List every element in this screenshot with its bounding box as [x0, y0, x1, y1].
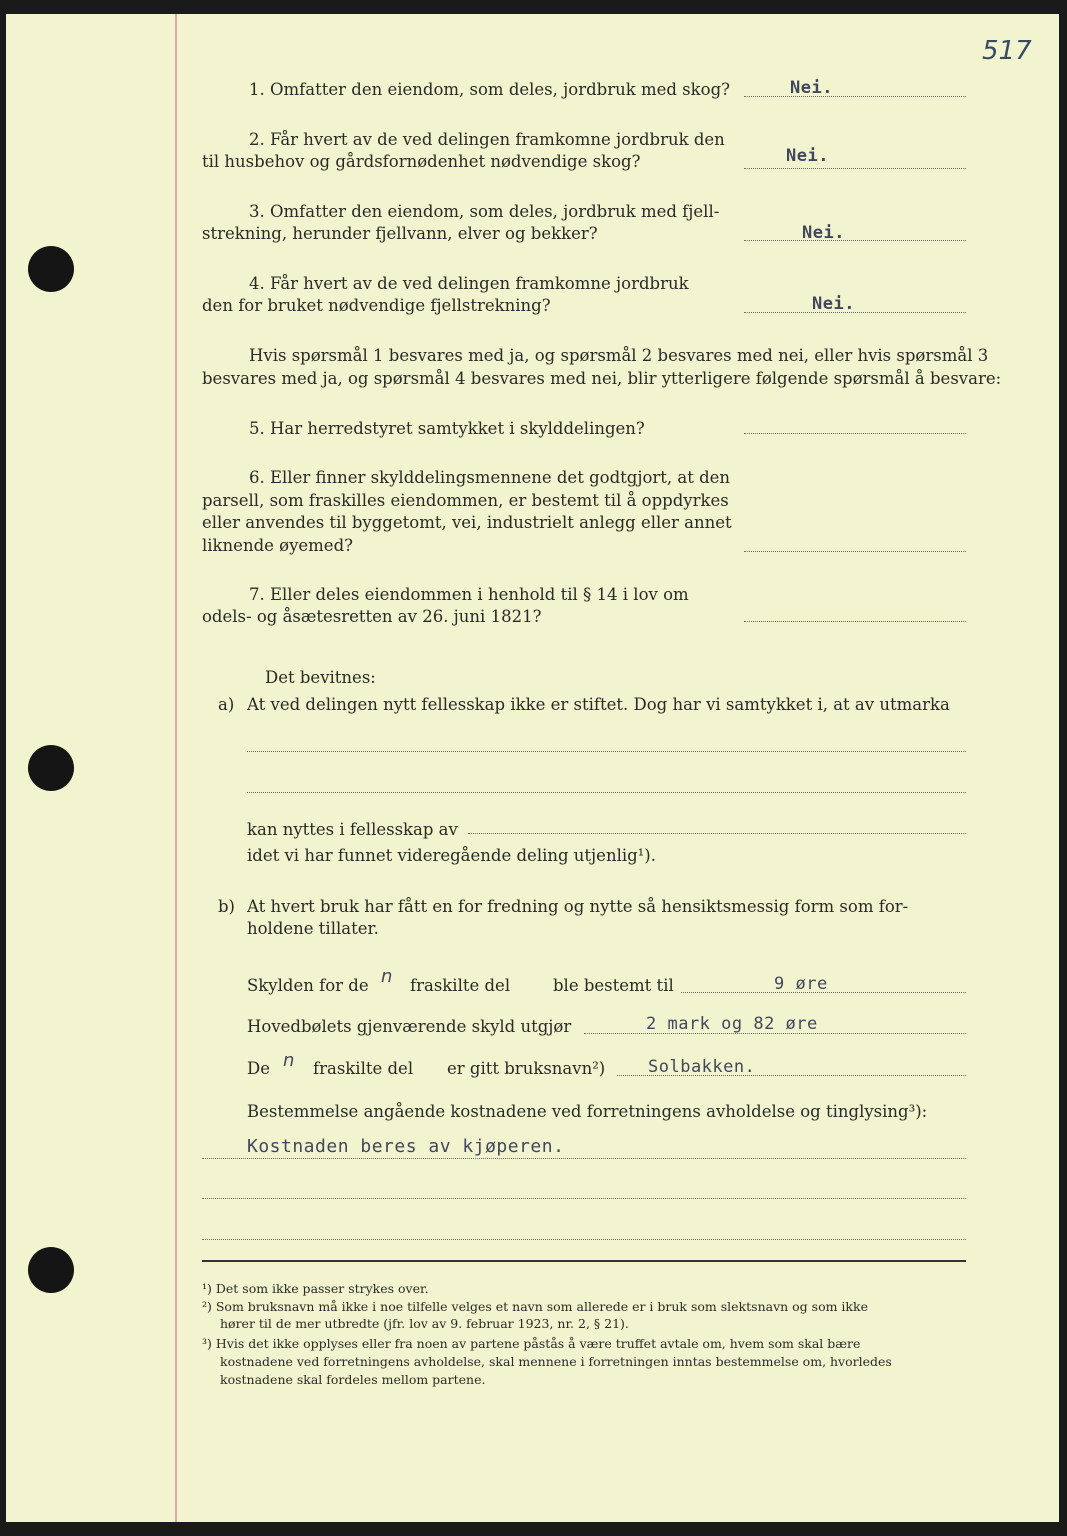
answer-3: Nei.	[802, 223, 845, 243]
testimony-heading: Det bevitnes:	[265, 668, 376, 687]
bruksnavn-value: Solbakken.	[648, 1057, 756, 1077]
fill-line	[247, 751, 966, 752]
answer-4: Nei.	[812, 294, 855, 314]
skyld-label: Skylden for de	[247, 976, 369, 995]
item-b-line-1: At hvert bruk har fått en for fredning og nytte så hensiktsmessig form som for-	[247, 897, 909, 916]
answer-line	[744, 312, 966, 313]
punch-hole	[28, 246, 74, 292]
question-7-line-2: odels- og åsætesretten av 26. juni 1821?	[202, 607, 542, 626]
footnote-2-line-2: hører til de mer utbredte (jfr. lov av 9. februar 1923, nr. 2, § 21).	[220, 1316, 629, 1331]
question-3-line-1: 3. Omfatter den eiendom, som deles, jordbruk med fjell-	[249, 202, 720, 221]
handwritten-n: n	[381, 966, 393, 987]
bruksnavn-label: De	[247, 1059, 270, 1078]
question-2-line-2: til husbehov og gårdsfornødenhet nødvendige skog?	[202, 152, 641, 171]
question-5: 5. Har herredstyret samtykket i skylddelingen?	[249, 419, 645, 438]
skyld-value: 9 øre	[774, 974, 828, 994]
bruksnavn-label-3: er gitt bruksnavn²)	[447, 1059, 606, 1078]
answer-line	[744, 168, 966, 169]
skyld-label-2: fraskilte del	[410, 976, 511, 995]
footnote-3-line-2: kostnadene ved forretningens avholdelse, skal mennene i forretningen inntas bestemmelse om, hvorledes	[220, 1354, 892, 1369]
fill-line	[202, 1158, 966, 1159]
answer-line	[744, 96, 966, 97]
question-3-line-2: strekning, herunder fjellvann, elver og bekker?	[202, 224, 598, 243]
item-a-line-4: idet vi har funnet videregående deling utjenlig¹).	[247, 846, 656, 865]
document-page	[6, 14, 1059, 1522]
answer-line	[744, 240, 966, 241]
footnote-1: ¹) Det som ikke passer strykes over.	[202, 1281, 429, 1296]
item-a-text: At ved delingen nytt fellesskap ikke er stiftet. Dog har vi samtykket i, at av utmarka	[247, 695, 950, 714]
item-b-line-2: holdene tillater.	[247, 919, 379, 938]
item-a-line-3: kan nyttes i fellesskap av	[247, 820, 458, 839]
condition-line-1: Hvis spørsmål 1 besvares med ja, og spørsmål 2 besvares med nei, eller hvis spørsmål 3	[249, 346, 989, 365]
punch-hole	[28, 1247, 74, 1293]
margin-line	[175, 14, 177, 1522]
question-4-line-1: 4. Får hvert av de ved delingen framkomne jordbruk	[249, 274, 689, 293]
answer-line	[744, 621, 966, 622]
condition-line-2: besvares med ja, og spørsmål 4 besvares med nei, blir ytterligere følgende spørsmål å besvare:	[202, 369, 1002, 388]
answer-2: Nei.	[786, 146, 829, 166]
question-6-line-4: liknende øyemed?	[202, 536, 353, 555]
answer-1: Nei.	[790, 78, 833, 98]
question-7-line-1: 7. Eller deles eiendommen i henhold til § 14 i lov om	[249, 585, 689, 604]
item-b-label: b)	[218, 897, 235, 916]
fill-line	[468, 833, 966, 834]
fill-line	[202, 1198, 966, 1199]
fill-line	[247, 792, 966, 793]
answer-line	[744, 551, 966, 552]
question-6-line-2: parsell, som fraskilles eiendommen, er bestemt til å oppdyrkes	[202, 491, 729, 510]
item-a-label: a)	[218, 695, 235, 714]
hovedbol-value: 2 mark og 82 øre	[646, 1014, 818, 1034]
question-6-line-1: 6. Eller finner skylddelingsmennene det godtgjort, at den	[249, 468, 731, 487]
footnote-3-line-3: kostnadene skal fordeles mellom partene.	[220, 1372, 486, 1387]
page-number: 517	[982, 36, 1032, 66]
footnote-separator	[202, 1260, 966, 1262]
bruksnavn-label-2: fraskilte del	[313, 1059, 414, 1078]
skyld-label-3: ble bestemt til	[553, 976, 674, 995]
question-1: 1. Omfatter den eiendom, som deles, jordbruk med skog?	[249, 80, 730, 99]
question-6-line-3: eller anvendes til byggetomt, vei, industrielt anlegg eller annet	[202, 513, 732, 532]
costs-value: Kostnaden beres av kjøperen.	[247, 1136, 565, 1157]
footnote-3-line-1: ³) Hvis det ikke opplyses eller fra noen av partene påstås å være truffet avtale om, hvem som skal bære	[202, 1336, 861, 1351]
costs-label: Bestemmelse angående kostnadene ved forretningens avholdelse og tinglysing³):	[247, 1102, 928, 1121]
fill-line	[202, 1239, 966, 1240]
footnote-2-line-1: ²) Som bruksnavn må ikke i noe tilfelle velges et navn som allerede er i bruk som slektsnavn og som ikke	[202, 1299, 868, 1314]
handwritten-n: n	[283, 1050, 295, 1071]
question-4-line-2: den for bruket nødvendige fjellstrekning?	[202, 296, 551, 315]
hovedbol-label: Hovedbølets gjenværende skyld utgjør	[247, 1017, 572, 1036]
answer-line	[744, 433, 966, 434]
punch-hole	[28, 745, 74, 791]
question-2-line-1: 2. Får hvert av de ved delingen framkomne jordbruk den	[249, 130, 725, 149]
